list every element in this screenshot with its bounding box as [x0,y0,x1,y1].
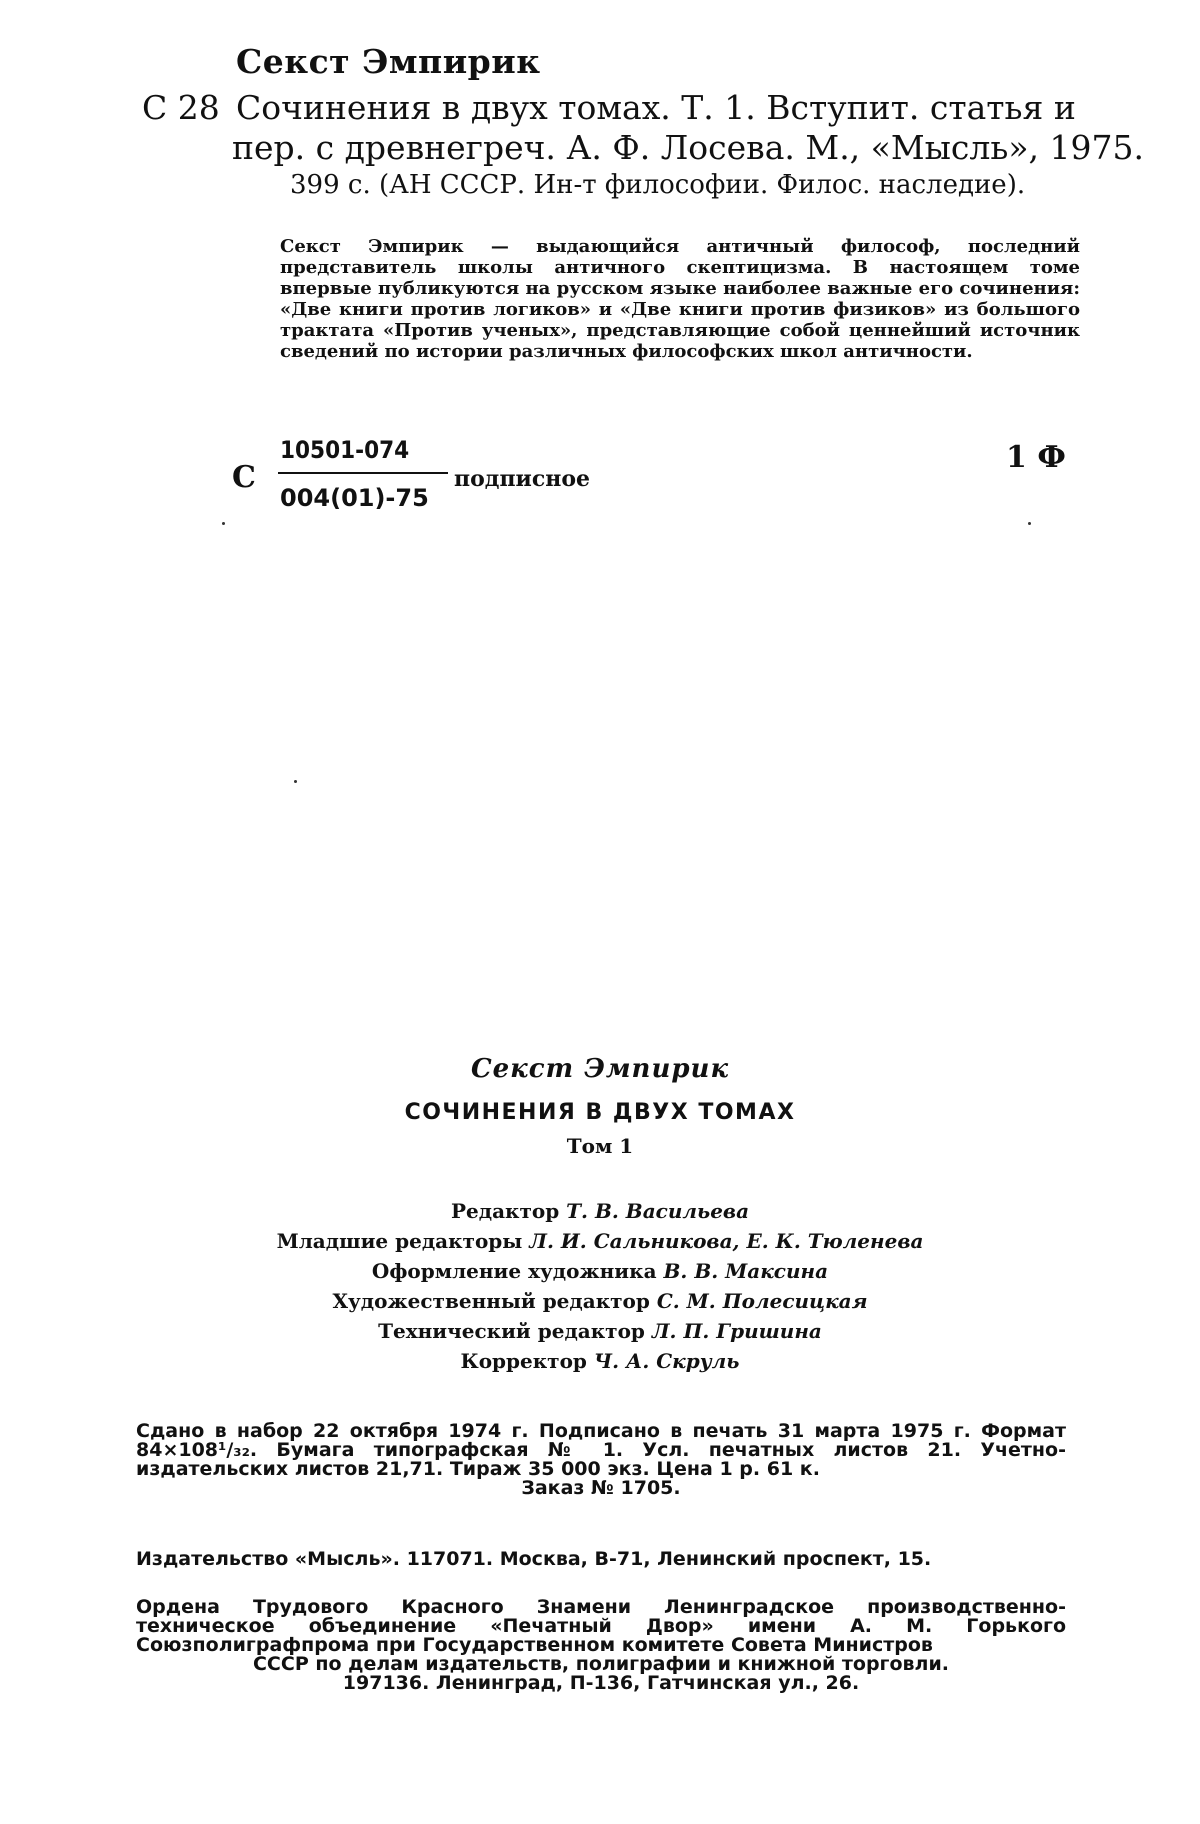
index-letter: С [232,460,256,495]
fraction-rule [278,472,448,474]
staff-role: Оформление художника [371,1259,657,1283]
staff-row [0,1256,1200,1286]
bibliographic-entry [232,88,1144,202]
author-heading: Секст Эмпирик [236,42,541,81]
staff-row [0,1226,1200,1256]
bib-line-3: 399 с. (АН СССР. Ин-т философии. Филос. наследие). [290,170,1026,200]
staff-person: В. В. Максина [663,1259,829,1283]
staff-row [0,1196,1200,1226]
catalog-code: С 28 [142,88,220,127]
staff-role: Технический редактор [378,1319,645,1343]
colophon-volume: Том 1 [566,1134,634,1158]
bib-line-1: Сочинения в двух томах. Т. 1. Вступит. статья и [236,88,1076,127]
print-speck [1028,522,1031,525]
staff-person: Л. П. Гришина [651,1319,822,1343]
printer-line-1: СССР по делам издательств, полиграфии и книжной торговли. [252,1653,949,1675]
staff-person: Л. И. Сальникова, Е. К. Тюленева [529,1229,924,1253]
staff-row [0,1316,1200,1346]
staff-row [0,1346,1200,1376]
staff-person: Ч. А. Скруль [593,1349,740,1373]
staff-role: Корректор [460,1349,587,1373]
staff-person: Т. В. Васильева [566,1199,750,1223]
publisher-address: Издательство «Мысль». 117071. Москва, В-71, Ленинский проспект, 15. [136,1548,932,1570]
order-number: Заказ № 1705. [521,1477,681,1499]
print-speck [294,780,297,783]
print-speck [222,522,225,525]
index-numerator: 10501-074 [280,436,410,464]
printer-line-2: 197136. Ленинград, П-136, Гатчинская ул., 26. [342,1672,860,1694]
colophon-title: СОЧИНЕНИЯ В ДВУХ ТОМАХ [404,1100,796,1125]
subscription-label: подписное [454,466,591,492]
index-denominator: 004(01)-75 [280,484,429,512]
print-details-text: Сдано в набор 22 октября 1974 г. Подписано в печать 31 марта 1975 г. Формат 84×108¹/₃₂. Бумага типографская № 1. Усл. печатных листов 21. Учетно-издательских листов 21,71. Тираж 35 000 экз. Цена 1 р. 61 к. [136,1420,1066,1480]
staff-row [0,1286,1200,1316]
printer-text: Ордена Трудового Красного Знамени Ленинградское производственно-техническое объединение «Печатный Двор» имени А. М. Горького Союзполиграфпрома при Государственном комитете Совета Министров [136,1596,1066,1656]
print-details [136,1422,1066,1498]
abstract-paragraph: Секст Эмпирик — выдающийся античный философ, последний представитель школы античного скептицизма. В настоящем томе впервые публикуются на русском языке наиболее важные его сочинения: «Две книги против логиков» и «Две книги против физиков» из большого трактата «Против ученых», представляющие собой ценнейший источник сведений по истории различных философских школ античности. [280,236,1080,362]
price-code: 1 Ф [1006,440,1066,475]
colophon-author: Секст Эмпирик [470,1054,730,1084]
bib-line-2: пер. с древнегреч. А. Ф. Лосева. М., «Мысль», 1975. [232,128,1144,167]
staff-role: Младшие редакторы [276,1229,523,1253]
staff-role: Художественный редактор [332,1289,650,1313]
staff-list [0,1196,1200,1376]
staff-role: Редактор [450,1199,560,1223]
printer-info [136,1598,1066,1693]
staff-person: С. М. Полесицкая [656,1289,868,1313]
